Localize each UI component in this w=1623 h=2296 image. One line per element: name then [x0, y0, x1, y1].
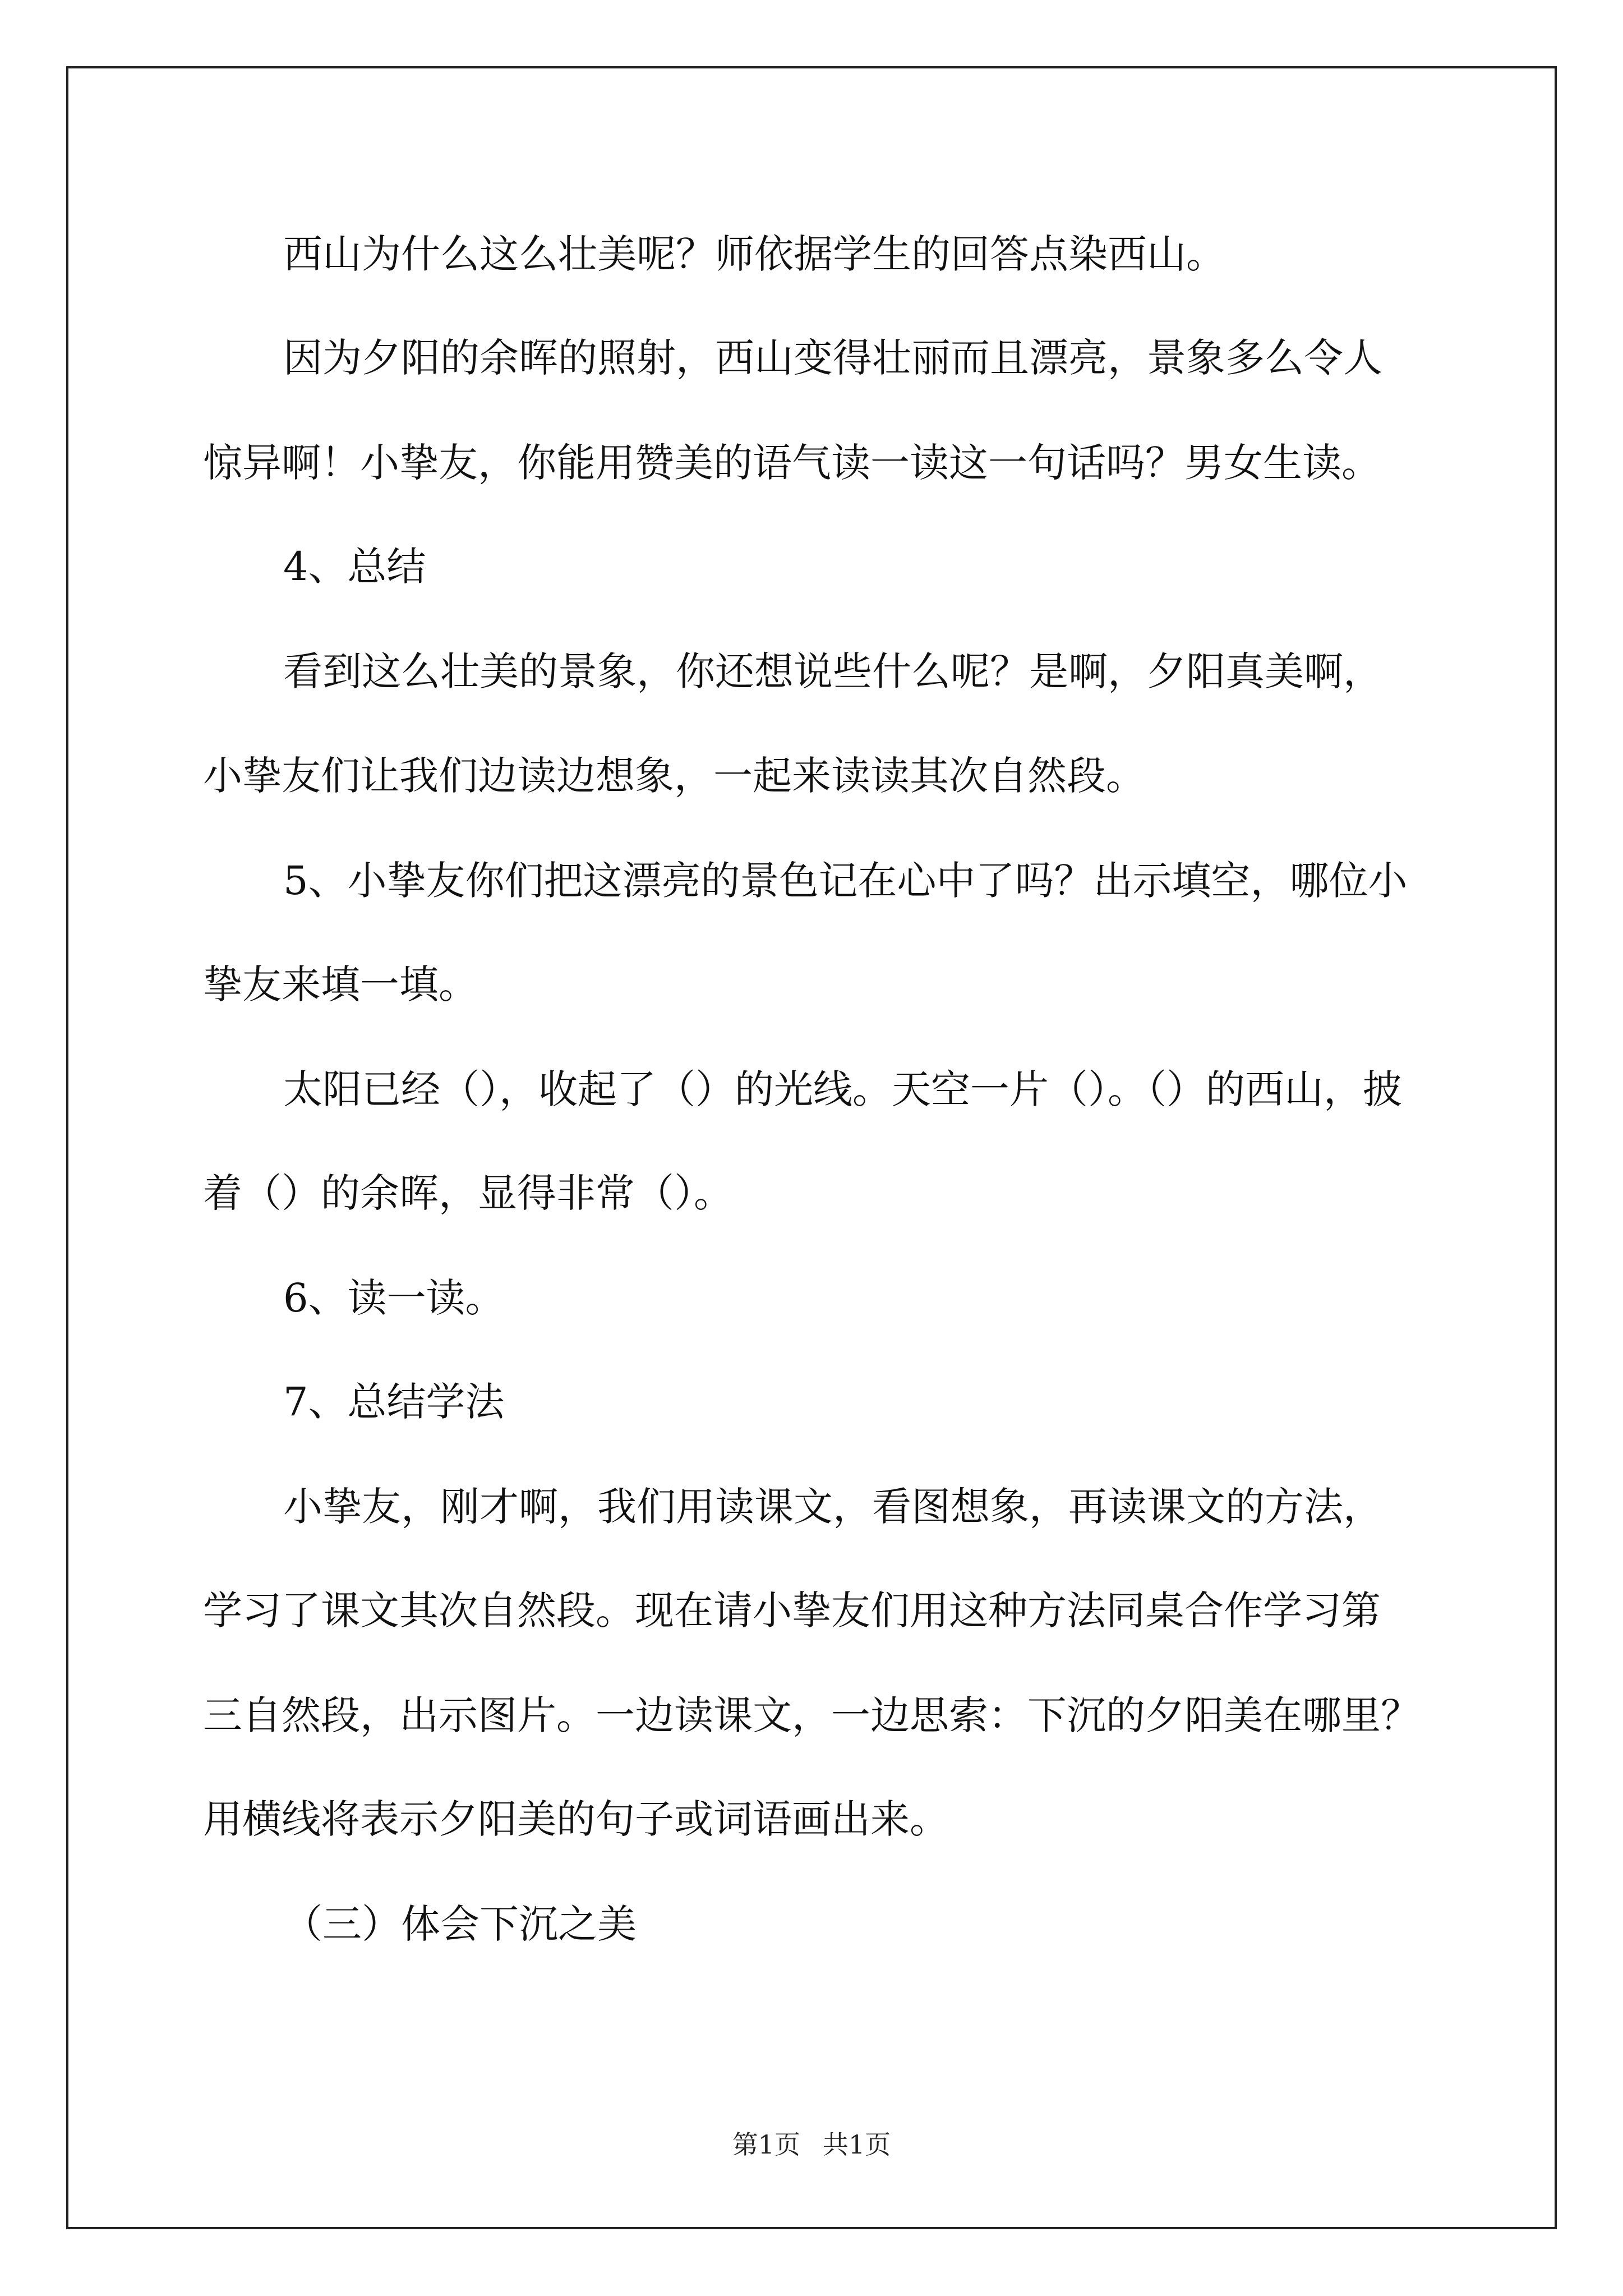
text-line: 小挚友们让我们边读边想象，一起来读读其次自然段。 — [203, 753, 1145, 799]
text-line: 西山为什么这么壮美呢？师依据学生的回答点染西山。 — [283, 231, 1225, 277]
text-line: 5、小挚友你们把这漂亮的景色记在心中了吗？出示填空，哪位小 — [283, 858, 1408, 904]
text-line: 学习了课文其次自然段。现在请小挚友们用这种方法同桌合作学习第 — [203, 1588, 1381, 1634]
text-line: 6、读一读。 — [283, 1275, 505, 1321]
page-total: 共1页 — [823, 2129, 891, 2160]
text-line: 三自然段，出示图片。一边读课文，一边思索：下沉的夕阳美在哪里？ — [203, 1692, 1420, 1738]
text-line: 挚友来填一填。 — [203, 961, 478, 1007]
text-line: 因为夕阳的余晖的照射，西山变得壮丽而且漂亮，景象多么令人 — [283, 335, 1382, 381]
page-number: 第1页 — [732, 2129, 800, 2160]
text-line: 用横线将表示夕阳美的句子或词语画出来。 — [203, 1796, 949, 1842]
text-line: 4、总结 — [283, 544, 426, 590]
text-line: 太阳已经（），收起了（）的光线。天空一片（）。（）的西山，披 — [283, 1066, 1402, 1112]
text-line: 看到这么壮美的景象，你还想说些什么呢？是啊，夕阳真美啊， — [283, 648, 1382, 694]
text-line: （三）体会下沉之美 — [283, 1901, 637, 1947]
text-line: 7、总结学法 — [283, 1379, 505, 1425]
text-line: 着（）的余晖，显得非常（）。 — [203, 1170, 733, 1216]
text-line: 小挚友，刚才啊，我们用读课文，看图想象，再读课文的方法， — [283, 1484, 1382, 1530]
page-footer — [0, 2129, 1623, 2160]
text-line: 惊异啊！小挚友，你能用赞美的语气读一读这一句话吗？男女生读。 — [203, 440, 1381, 486]
